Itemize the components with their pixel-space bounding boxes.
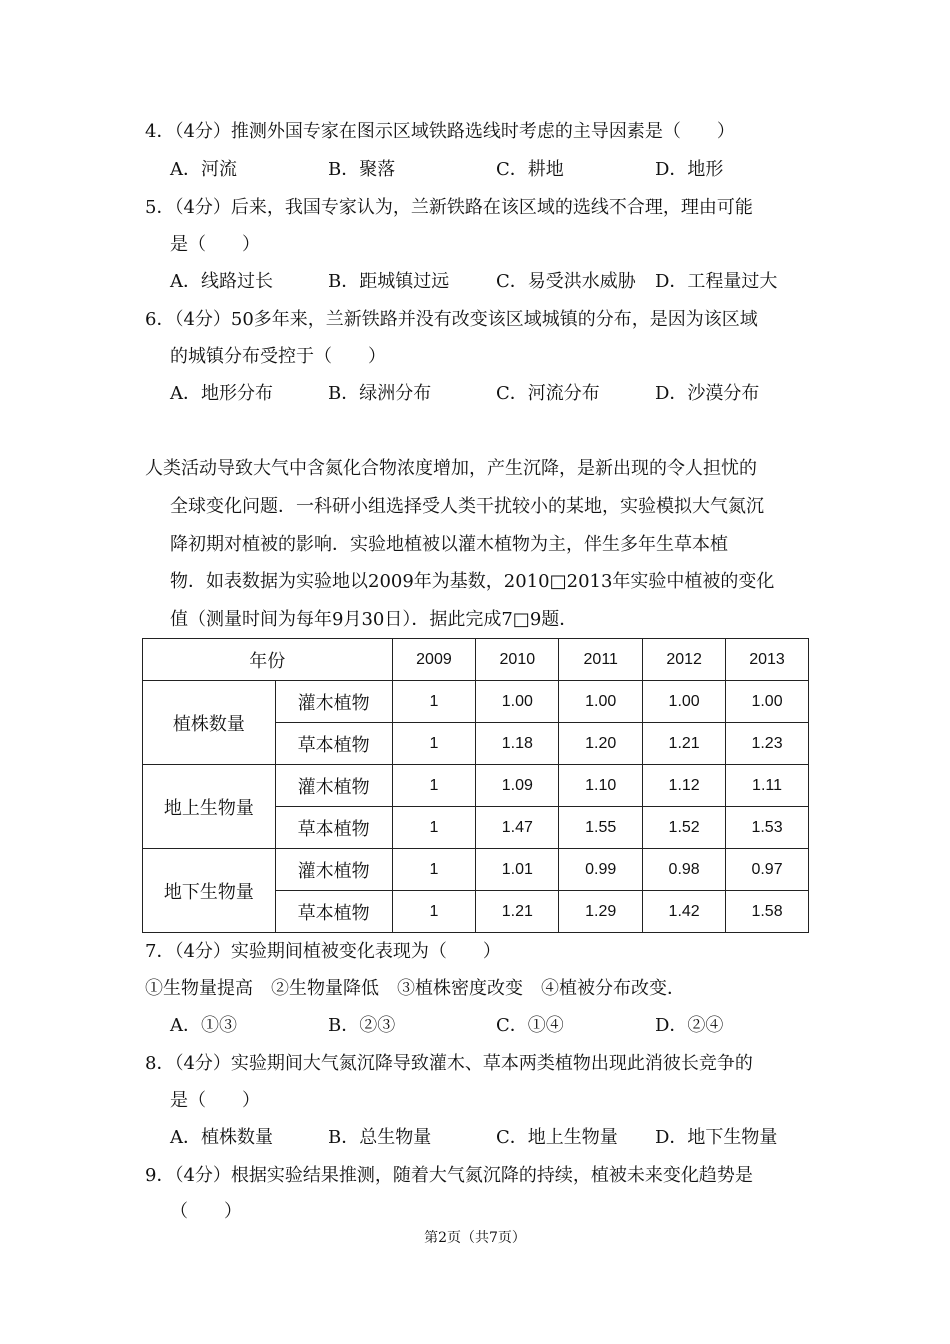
q4-stem: 4．（4分）推测外国专家在图示区域铁路选线时考虑的主导因素是（ ） — [145, 121, 735, 142]
table-cell: 1.42 — [643, 891, 726, 933]
table-cell: 1 — [392, 723, 476, 765]
page-footer: 第2页（共7页） — [424, 1230, 526, 1246]
table-row — [143, 681, 809, 723]
q6-stem-line2: 的城镇分布受控于（ ） — [170, 346, 386, 367]
table-cell: 0.98 — [643, 849, 726, 891]
q6-stem-line1: 6．（4分）50多年来，兰新铁路并没有改变该区域城镇的分布，是因为该区域 — [145, 309, 758, 330]
table-cell: 1.55 — [559, 807, 643, 849]
passage-line: 全球变化问题．一科研小组选择受人类干扰较小的某地，实验模拟大气氮沉 — [170, 496, 764, 517]
q7-option-b: B．②③ — [328, 1015, 396, 1036]
table-cell: 1.00 — [476, 681, 559, 723]
table-cell: 1.10 — [559, 765, 643, 807]
q7-statements: ①生物量提高 ②生物量降低 ③植株密度改变 ④植被分布改变． — [145, 978, 685, 999]
q4-option-d: D．地形 — [655, 159, 724, 180]
vegetation-change-table — [142, 638, 809, 933]
table-cell: 1.00 — [643, 681, 726, 723]
q5-stem-line2: 是（ ） — [170, 234, 260, 255]
q5-option-a: A．线路过长 — [170, 271, 273, 292]
table-cell: 1 — [392, 681, 476, 723]
table-cell: 1 — [392, 849, 476, 891]
table-cell: 1.53 — [726, 807, 809, 849]
q8-option-b: B．总生物量 — [328, 1127, 432, 1148]
q8-option-d: D．地下生物量 — [655, 1127, 778, 1148]
table-group-name: 地上生物量 — [143, 765, 276, 849]
q5-option-c: C．易受洪水威胁 — [496, 271, 636, 292]
table-year: 2009 — [392, 639, 476, 681]
q7-option-a: A．①③ — [170, 1015, 237, 1036]
q6-option-c: C．河流分布 — [496, 383, 600, 404]
table-cell: 1.21 — [643, 723, 726, 765]
q7-option-c: C．①④ — [496, 1015, 564, 1036]
table-plant-type: 草本植物 — [275, 723, 392, 765]
table-cell: 1.20 — [559, 723, 643, 765]
table-cell: 0.97 — [726, 849, 809, 891]
q5-stem-line1: 5．（4分）后来，我国专家认为，兰新铁路在该区域的选线不合理，理由可能 — [145, 197, 753, 218]
table-cell: 1.00 — [559, 681, 643, 723]
q8-stem-line1: 8．（4分）实验期间大气氮沉降导致灌木、草本两类植物出现此消彼长竞争的 — [145, 1053, 753, 1074]
table-cell: 1.29 — [559, 891, 643, 933]
table-cell: 1.58 — [726, 891, 809, 933]
table-cell: 1 — [392, 807, 476, 849]
q7-option-d: D．②④ — [655, 1015, 724, 1036]
table-year: 2011 — [559, 639, 643, 681]
table-row — [143, 849, 809, 891]
q4-option-a: A．河流 — [170, 159, 237, 180]
q4-option-c: C．耕地 — [496, 159, 564, 180]
table-cell: 0.99 — [559, 849, 643, 891]
q4-option-b: B．聚落 — [328, 159, 396, 180]
table-cell: 1.00 — [726, 681, 809, 723]
table-year: 2012 — [643, 639, 726, 681]
table-cell: 1 — [392, 765, 476, 807]
table-group-name: 地下生物量 — [143, 849, 276, 933]
table-header-row — [143, 639, 809, 681]
q5-option-b: B．距城镇过远 — [328, 271, 450, 292]
table-year: 2013 — [726, 639, 809, 681]
table-plant-type: 草本植物 — [275, 807, 392, 849]
q8-stem-line2: 是（ ） — [170, 1090, 260, 1111]
table-group-name: 植株数量 — [143, 681, 276, 765]
table-cell: 1.21 — [476, 891, 559, 933]
table-plant-type: 灌木植物 — [275, 849, 392, 891]
table-cell: 1.12 — [643, 765, 726, 807]
q9-stem-line2: （ ） — [170, 1201, 242, 1222]
passage-line: 降初期对植被的影响．实验地植被以灌木植物为主，伴生多年生草本植 — [170, 534, 728, 555]
table-plant-type: 灌木植物 — [275, 681, 392, 723]
table-cell: 1.52 — [643, 807, 726, 849]
passage-line: 物．如表数据为实验地以2009年为基数，2010□2013年实验中植被的变化 — [170, 571, 775, 592]
q6-option-d: D．沙漠分布 — [655, 383, 760, 404]
table-cell: 1.09 — [476, 765, 559, 807]
table-cell: 1.01 — [476, 849, 559, 891]
table-plant-type: 灌木植物 — [275, 765, 392, 807]
passage-line: 值（测量时间为每年9月30日）．据此完成7□9题． — [170, 609, 578, 630]
q9-stem-line1: 9．（4分）根据实验结果推测，随着大气氮沉降的持续，植被未来变化趋势是 — [145, 1165, 753, 1186]
passage-line: 人类活动导致大气中含氮化合物浓度增加，产生沉降，是新出现的令人担忧的 — [145, 458, 757, 479]
table-cell: 1.11 — [726, 765, 809, 807]
table-plant-type: 草本植物 — [275, 891, 392, 933]
table-cell: 1.18 — [476, 723, 559, 765]
q8-option-c: C．地上生物量 — [496, 1127, 618, 1148]
table-cell: 1.47 — [476, 807, 559, 849]
table-row — [143, 765, 809, 807]
q6-option-b: B．绿洲分布 — [328, 383, 432, 404]
q5-option-d: D．工程量过大 — [655, 271, 778, 292]
table-cell: 1.23 — [726, 723, 809, 765]
q8-option-a: A．植株数量 — [170, 1127, 273, 1148]
table-cell: 1 — [392, 891, 476, 933]
table-year: 2010 — [476, 639, 559, 681]
q7-stem: 7．（4分）实验期间植被变化表现为（ ） — [145, 941, 501, 962]
q6-option-a: A．地形分布 — [170, 383, 273, 404]
table-header-label: 年份 — [143, 639, 393, 681]
